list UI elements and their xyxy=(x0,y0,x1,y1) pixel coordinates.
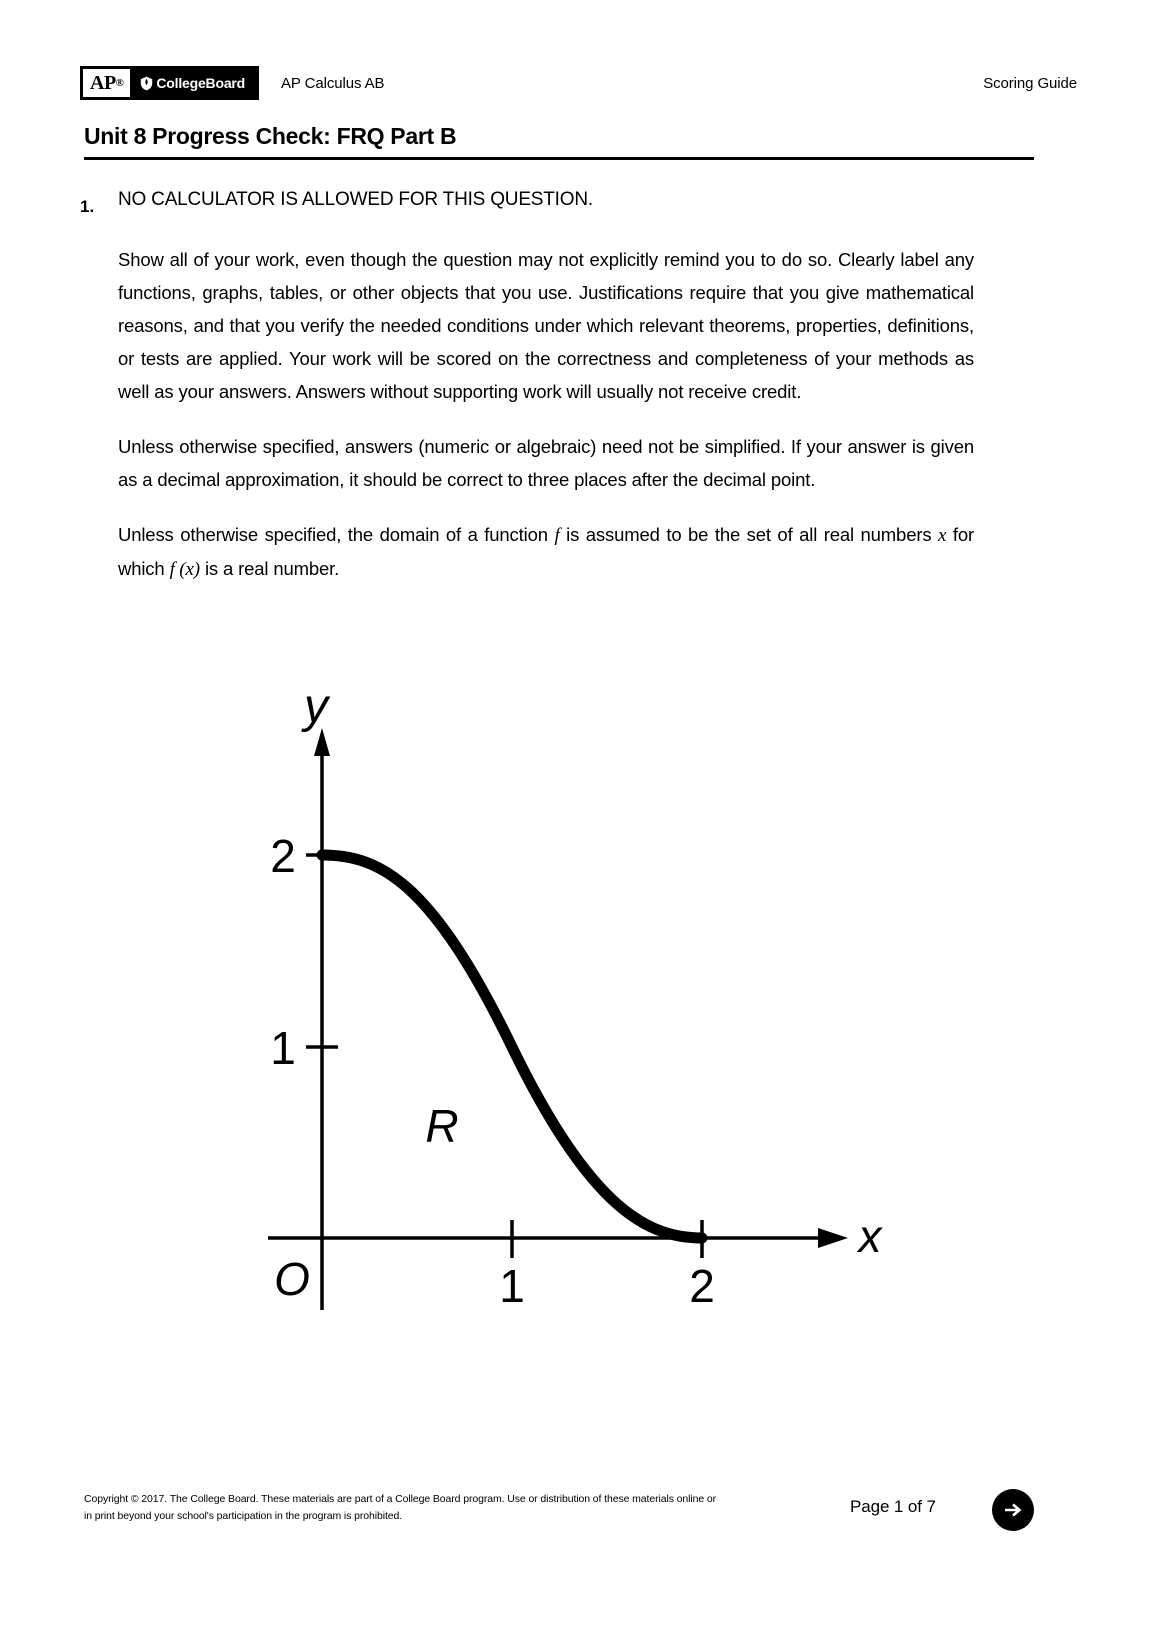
course-title: AP Calculus AB xyxy=(281,74,385,92)
domain-text-a: Unless otherwise specified, the domain of a function xyxy=(118,524,548,545)
question-number: 1. xyxy=(80,197,95,216)
function-graph xyxy=(250,670,890,1330)
scoring-guide-label: Scoring Guide xyxy=(983,74,1077,92)
function-of-x-symbol: f (x) xyxy=(169,559,200,580)
ap-logo-mark: AP ® xyxy=(83,69,130,97)
next-page-button[interactable] xyxy=(992,1489,1034,1531)
instructions-paragraph-3 xyxy=(118,518,974,586)
function-symbol-f: f xyxy=(554,525,560,546)
x-axis-label: x xyxy=(858,1210,882,1262)
no-calculator-notice: NO CALCULATOR IS ALLOWED FOR THIS QUESTION. xyxy=(118,189,593,210)
y-axis-label: y xyxy=(304,680,328,733)
domain-text-c: for which xyxy=(118,524,975,579)
domain-text-b: is assumed to be the set of all real numbers xyxy=(566,524,932,545)
page-header xyxy=(80,62,1077,104)
copyright-line-2: in print beyond your school's participation in the program is prohibited. xyxy=(84,1510,403,1522)
collegeboard-logo xyxy=(80,66,259,100)
instructions-paragraph-1: Show all of your work, even though the question may not explicitly remind you to do so. Clearly label any functions, graphs, tables, or other objects that you use. Justifications require that you give mathematical reasons, and that you verify the needed conditions under which relevant theorems, properties, definitions, or tests are applied. Your work will be scored on the correctness and completeness of your methods as well as your answers. Answers without supporting work will usually not receive credit. xyxy=(118,249,974,402)
page-footer xyxy=(0,1483,1157,1573)
page-title: Unit 8 Progress Check: FRQ Part B xyxy=(84,123,457,149)
collegeboard-label: CollegeBoard xyxy=(156,75,246,91)
y-tick-label-2: 2 xyxy=(270,830,296,882)
origin-label: O xyxy=(274,1253,310,1305)
copyright-notice xyxy=(84,1491,724,1525)
region-label-R: R xyxy=(425,1100,459,1152)
acorn-icon xyxy=(140,76,153,91)
variable-symbol-x: x xyxy=(938,525,947,546)
arrow-right-circle-icon xyxy=(1001,1498,1025,1522)
question-body xyxy=(118,190,974,586)
y-tick-label-1: 1 xyxy=(270,1022,296,1074)
x-axis-arrowhead xyxy=(818,1228,848,1248)
domain-text-d: is a real number. xyxy=(204,558,340,579)
function-curve xyxy=(322,855,702,1238)
collegeboard-wordmark xyxy=(130,66,259,100)
copyright-line-1: Copyright © 2017. The College Board. These materials are part of a College Board program. Use or distribution of these materials online or xyxy=(84,1493,717,1505)
ap-logo-text: AP xyxy=(90,71,116,94)
instructions-paragraph-2: Unless otherwise specified, answers (numeric or algebraic) need not be simplified. If your answer is given as a decimal approximation, it should be correct to three places after the decimal point. xyxy=(118,436,974,490)
x-tick-label-2: 2 xyxy=(689,1260,715,1312)
page-number: Page 1 of 7 xyxy=(850,1497,936,1516)
title-divider xyxy=(84,157,1034,160)
x-tick-label-1: 1 xyxy=(499,1260,525,1312)
graph-svg xyxy=(250,670,890,1330)
